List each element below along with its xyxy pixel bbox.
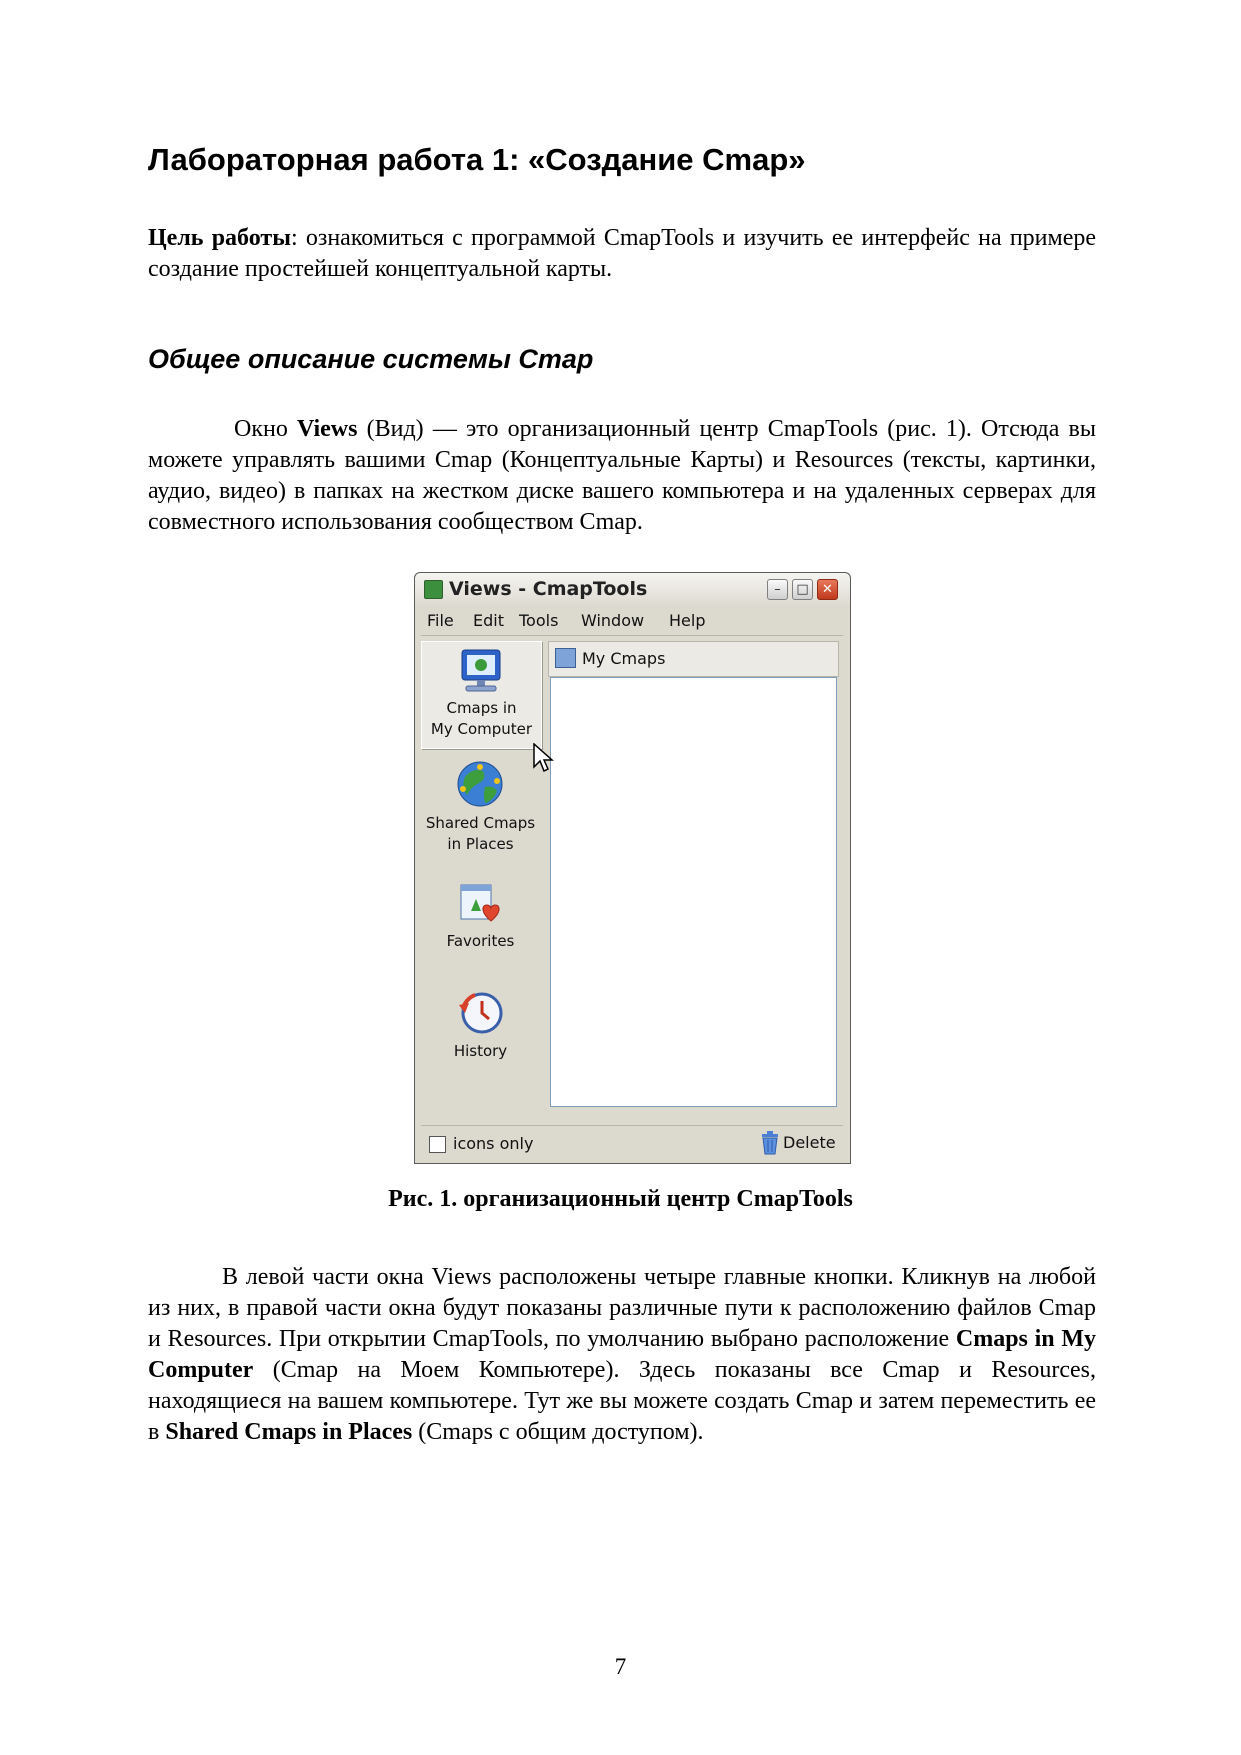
figure-caption: Рис. 1. организационный центр CmapTools [388,1186,853,1212]
my-cmaps-folder-icon [555,648,576,668]
nav-label-line2: in Places [447,835,514,853]
goal-label: Цель работы [148,225,291,251]
shared-cmaps-term: Shared Cmaps in Places [165,1419,413,1445]
minimize-button[interactable]: – [767,579,788,600]
menu-window[interactable]: Window [581,611,645,630]
favorites-icon [457,881,505,927]
nav-history[interactable] [421,989,540,1077]
nav-label-line1: Cmaps in [446,699,517,717]
intro-text-end: (Вид) — это организационный центр CmapTools (рис. 1). Отсюда вы можете управлять вашими Cmap (Концептуальные Карты) и Resources (тексты, картинки, аудио, видео) в папках на жестком диске вашего компьютера и на удаленных серверах для совместного использования сообществом Cmap. [148,416,1096,535]
nav-favorites[interactable] [421,881,540,961]
cmaptools-views-window [414,572,851,1164]
body-paragraph [148,1262,1096,1448]
maximize-button[interactable]: □ [792,579,813,600]
cmaptools-app-icon [424,580,443,599]
close-button[interactable]: ✕ [817,579,838,600]
intro-text-start: Окно [234,416,298,442]
body-text-1: В левой части окна Views расположены четыре главные кнопки. Кликнув на любой из них, в правой части окна будут показаны различные пути к расположению файлов Cmap и Resources. При открытии CmapTools, по умолчанию выбрано расположение [148,1264,1096,1352]
title-bar[interactable] [415,573,850,605]
nav-cmaps-in-my-computer[interactable] [421,641,542,749]
content-title: My Cmaps [582,649,666,668]
window-title: Views - CmapTools [449,578,648,600]
nav-label-line1: Favorites [446,932,515,950]
nav-label-line1: Shared Cmaps [425,814,536,832]
body-text-2: (Cmap на Моем Компьютере). Здесь показаны все Cmap и Resources, находящиеся на вашем компьютере. Тут же вы можете создать Cmap и затем переместить ее в [148,1357,1096,1445]
menu-help[interactable]: Help [669,611,706,630]
icons-only-label: icons only [453,1134,534,1153]
cmaps-in-my-computer-term: Cmaps in My Computer [148,1326,1096,1383]
menu-bar [421,607,843,636]
menu-file[interactable]: File [427,611,454,630]
views-term: Views [297,416,358,442]
nav-label-line2: My Computer [430,720,533,738]
intro-paragraph [148,414,1096,538]
history-clock-icon [455,989,505,1037]
content-list[interactable] [550,677,837,1107]
navigation-pane [421,641,542,1121]
goal-text: : ознакомиться с программой CmapTools и изучить ее интерфейс на примере создание простейшей концептуальной карты. [148,225,1097,282]
status-bar [421,1125,843,1160]
content-pane [548,641,839,1111]
mouse-cursor-icon [533,743,555,775]
nav-shared-cmaps-in-places[interactable] [421,759,540,859]
menu-edit[interactable]: Edit [473,611,504,630]
goal-paragraph [148,223,1096,285]
monitor-icon [458,648,504,696]
nav-label-line1: History [453,1042,508,1060]
trash-icon[interactable] [761,1131,779,1155]
globe-icon [455,759,505,809]
page-number: 7 [614,1654,627,1679]
section-title: Общее описание системы Cmap [148,344,594,374]
menu-tools[interactable]: Tools [519,611,559,630]
content-header[interactable] [548,641,839,677]
delete-button[interactable]: Delete [783,1133,836,1152]
body-text-3: (Cmaps с общим доступом). [412,1419,704,1445]
page-title: Лабораторная работа 1: «Создание Cmap» [148,142,806,177]
icons-only-checkbox[interactable] [429,1136,446,1153]
